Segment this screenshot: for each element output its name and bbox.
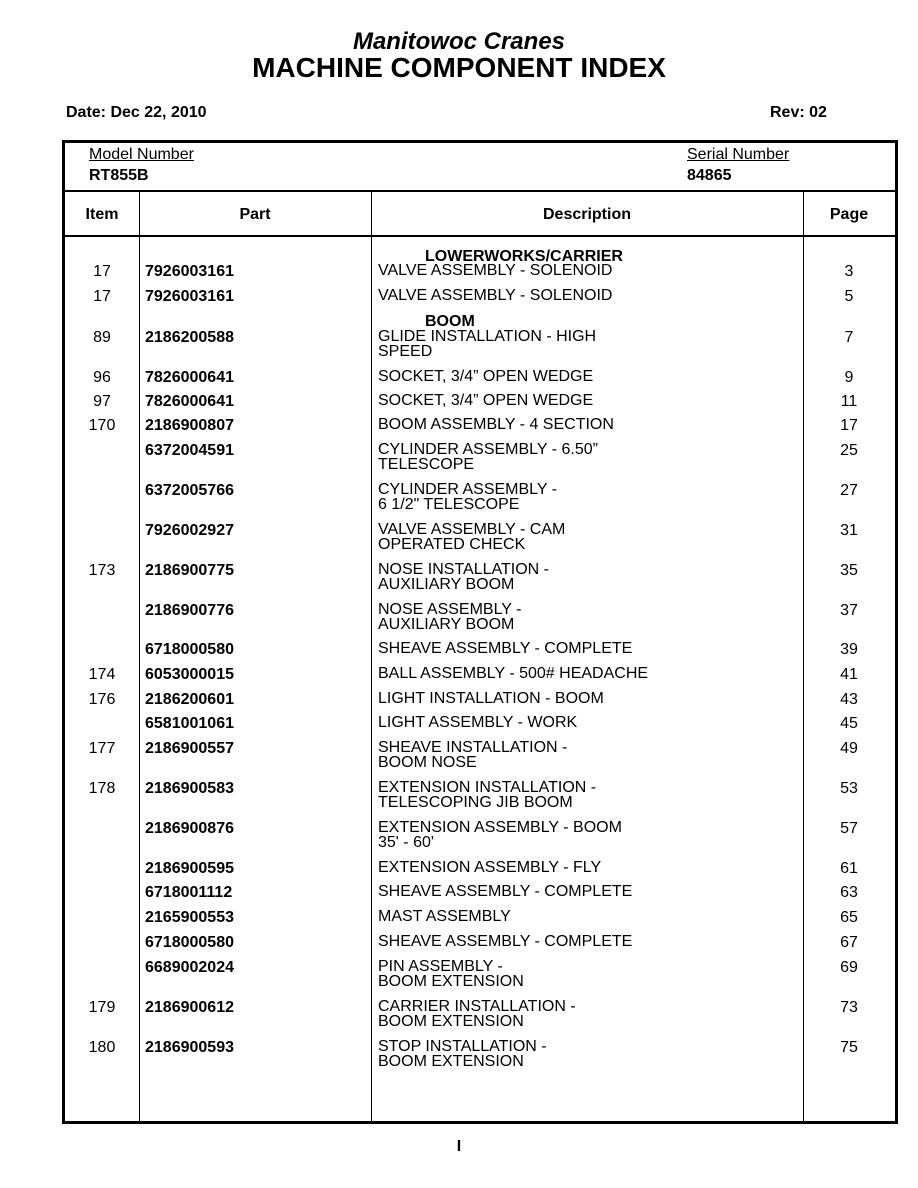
- page-reference: 31: [840, 522, 858, 539]
- part-number: 2186900595: [145, 860, 234, 877]
- part-description: NOSE INSTALLATION - AUXILIARY BOOM: [378, 561, 549, 593]
- part-number: 6718000580: [145, 934, 234, 951]
- part-description: CARRIER INSTALLATION - BOOM EXTENSION: [378, 998, 576, 1030]
- column-header-description: Description: [542, 206, 631, 223]
- part-number: 2186900775: [145, 562, 234, 579]
- page-reference: 41: [840, 666, 858, 683]
- column-header-part: Part: [239, 206, 271, 223]
- item-number: 96: [93, 369, 111, 386]
- section-heading: BOOM: [425, 313, 475, 330]
- page-reference: 3: [844, 263, 854, 280]
- page-reference: 53: [840, 780, 858, 797]
- page-reference: 37: [840, 602, 858, 619]
- column-rule: [371, 190, 372, 1121]
- document-date: Date: Dec 22, 2010: [66, 104, 207, 121]
- item-number: 173: [88, 562, 116, 579]
- part-description: SHEAVE ASSEMBLY - COMPLETE: [378, 640, 633, 657]
- part-number: 2186900876: [145, 820, 234, 837]
- page-reference: 49: [840, 740, 858, 757]
- column-header-page: Page: [829, 206, 869, 223]
- part-number: 6581001061: [145, 715, 234, 732]
- page-reference: 25: [840, 442, 858, 459]
- part-description: VALVE ASSEMBLY - CAM OPERATED CHECK: [378, 521, 566, 553]
- item-number: 177: [88, 740, 116, 757]
- item-number: 17: [93, 263, 111, 280]
- part-description: VALVE ASSEMBLY - SOLENOID: [378, 262, 613, 279]
- part-description: NOSE ASSEMBLY - AUXILIARY BOOM: [378, 601, 522, 633]
- part-description: EXTENSION ASSEMBLY - FLY: [378, 859, 602, 876]
- part-number: 7926002927: [145, 522, 234, 539]
- part-number: 2165900553: [145, 909, 234, 926]
- model-number-label: Model Number: [89, 146, 194, 163]
- page-reference: 73: [840, 999, 858, 1016]
- part-number: 6718001112: [145, 884, 233, 901]
- part-description: SHEAVE ASSEMBLY - COMPLETE: [378, 933, 633, 950]
- part-description: SOCKET, 3/4” OPEN WEDGE: [378, 392, 594, 409]
- item-number: 178: [88, 780, 116, 797]
- part-description: LIGHT INSTALLATION - BOOM: [378, 690, 604, 707]
- page-reference: 17: [840, 417, 858, 434]
- part-number: 2186900557: [145, 740, 234, 757]
- part-description: EXTENSION ASSEMBLY - BOOM 35' - 60': [378, 819, 622, 851]
- part-number: 6372005766: [145, 482, 234, 499]
- page-reference: 27: [840, 482, 858, 499]
- part-number: 6053000015: [145, 666, 234, 683]
- model-number-value: RT855B: [89, 167, 149, 184]
- part-description: CYLINDER ASSEMBLY - 6.50” TELESCOPE: [378, 441, 598, 473]
- part-number: 2186900776: [145, 602, 234, 619]
- part-number: 7826000641: [145, 393, 234, 410]
- serial-number-value: 84865: [687, 167, 732, 184]
- component-index-table: [62, 140, 898, 1124]
- part-number: 7926003161: [145, 263, 234, 280]
- column-header-item: Item: [85, 206, 119, 223]
- part-number: 2186900612: [145, 999, 234, 1016]
- page-reference: 9: [844, 369, 854, 386]
- part-description: EXTENSION INSTALLATION - TELESCOPING JIB BOOM: [378, 779, 597, 811]
- company-name: Manitowoc Cranes: [352, 28, 566, 55]
- item-number: 176: [88, 691, 116, 708]
- part-number: 6689002024: [145, 959, 234, 976]
- part-description: STOP INSTALLATION - BOOM EXTENSION: [378, 1038, 547, 1070]
- page-reference: 35: [840, 562, 858, 579]
- page-reference: 7: [844, 329, 854, 346]
- part-number: 2186900583: [145, 780, 234, 797]
- page-reference: 39: [840, 641, 858, 658]
- serial-number-label: Serial Number: [687, 146, 790, 163]
- page-title: MACHINE COMPONENT INDEX: [252, 52, 666, 83]
- part-description: SHEAVE INSTALLATION - BOOM NOSE: [378, 739, 568, 771]
- part-number: 2186200601: [145, 691, 234, 708]
- page-reference: 63: [840, 884, 858, 901]
- page-reference: 69: [840, 959, 858, 976]
- part-number: 7826000641: [145, 369, 234, 386]
- part-number: 7926003161: [145, 288, 234, 305]
- part-number: 6372004591: [145, 442, 234, 459]
- part-description: PIN ASSEMBLY - BOOM EXTENSION: [378, 958, 524, 990]
- item-number: 174: [88, 666, 116, 683]
- section-heading: LOWERWORKS/CARRIER: [425, 248, 623, 265]
- page-reference: 65: [840, 909, 858, 926]
- part-description: BALL ASSEMBLY - 500# HEADACHE: [378, 665, 649, 682]
- page-reference: 43: [840, 691, 858, 708]
- part-number: 2186900593: [145, 1039, 234, 1056]
- part-description: SOCKET, 3/4” OPEN WEDGE: [378, 368, 594, 385]
- part-description: VALVE ASSEMBLY - SOLENOID: [378, 287, 613, 304]
- part-description: CYLINDER ASSEMBLY - 6 1/2" TELESCOPE: [378, 481, 558, 513]
- item-number: 179: [88, 999, 116, 1016]
- part-number: 2186900807: [145, 417, 234, 434]
- page-number: I: [456, 1138, 462, 1155]
- part-description: LIGHT ASSEMBLY - WORK: [378, 714, 578, 731]
- part-description: BOOM ASSEMBLY - 4 SECTION: [378, 416, 614, 433]
- item-number: 97: [93, 393, 111, 410]
- page-reference: 57: [840, 820, 858, 837]
- divider-model: [65, 190, 895, 192]
- page-reference: 5: [844, 288, 854, 305]
- part-description: GLIDE INSTALLATION - HIGH SPEED: [378, 328, 597, 360]
- page-reference: 67: [840, 934, 858, 951]
- part-number: 6718000580: [145, 641, 234, 658]
- page-reference: 75: [840, 1039, 858, 1056]
- part-number: 2186200588: [145, 329, 234, 346]
- part-description: SHEAVE ASSEMBLY - COMPLETE: [378, 883, 633, 900]
- item-number: 170: [88, 417, 116, 434]
- column-rule: [139, 190, 140, 1121]
- item-number: 17: [93, 288, 111, 305]
- page-reference: 61: [840, 860, 858, 877]
- document-revision: Rev: 02: [770, 104, 827, 121]
- part-description: MAST ASSEMBLY: [378, 908, 511, 925]
- divider-header: [65, 235, 895, 237]
- item-number: 180: [88, 1039, 116, 1056]
- item-number: 89: [93, 329, 111, 346]
- page-reference: 11: [840, 393, 858, 410]
- page-reference: 45: [840, 715, 858, 732]
